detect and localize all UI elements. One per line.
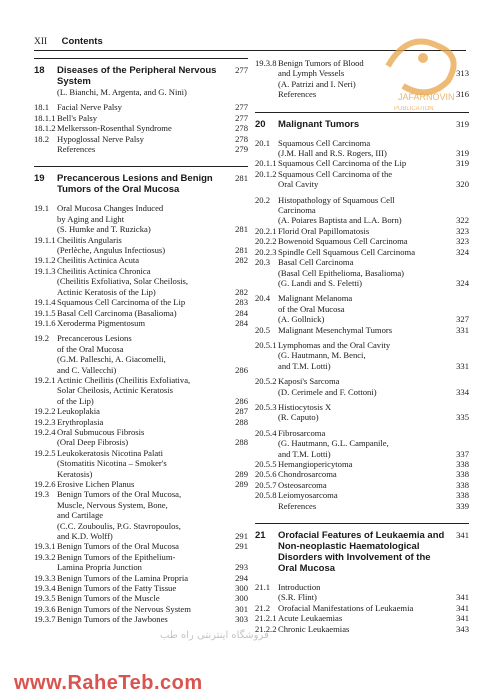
page-ref: 289: [235, 468, 248, 479]
section-number: 19.1.6: [34, 317, 56, 328]
page-ref: 316: [456, 89, 469, 100]
chapter-heading[interactable]: [255, 119, 469, 130]
section-number: 18.1: [34, 102, 50, 113]
logo-text: JAFARNOVIN: [398, 92, 455, 102]
page-ref: 282: [235, 255, 248, 266]
spacer: [255, 130, 469, 138]
entry-line: Leukoplakia: [57, 406, 100, 417]
page-ref: 300: [235, 583, 248, 594]
section-number: 19.3.3: [34, 572, 56, 583]
toc-entry[interactable]: [255, 257, 469, 288]
page-ref: 278: [235, 133, 248, 144]
toc-left-column: [34, 58, 248, 625]
page-ref: 303: [235, 614, 248, 625]
page-ref: 335: [456, 412, 469, 423]
entry-line: Benign Tumors of the Jawbones: [57, 614, 168, 625]
toc-entry[interactable]: [255, 459, 469, 469]
entry-line: Hypoglossal Nerve Palsy: [57, 133, 144, 144]
page-ref: 277: [235, 102, 248, 113]
entry-line: Basal Cell Carcinoma (Basalioma): [57, 307, 177, 318]
section-number: 19.2: [34, 333, 50, 344]
chapter-page: 277: [235, 65, 248, 75]
entry-line: and T.M. Lotti): [278, 448, 331, 459]
chapter-number: 19: [34, 173, 45, 185]
entry-line: Squamous Cell Carcinoma of the Lip: [278, 158, 407, 169]
page-ref: 319: [456, 158, 469, 169]
toc-entry[interactable]: [255, 293, 469, 324]
entry-line: Chondrosarcoma: [278, 469, 337, 480]
entry-line: Facial Nerve Palsy: [57, 102, 122, 113]
entry-line: and K.D. Wolff): [57, 531, 113, 542]
toc-entry[interactable]: [34, 255, 248, 265]
chapter-heading[interactable]: [255, 530, 469, 574]
entry-line: and Lymph Vessels: [278, 68, 345, 79]
chapter-page: 281: [235, 173, 248, 184]
toc-entry[interactable]: [34, 541, 248, 551]
section-number: 20.5.5: [255, 459, 277, 469]
section-number: 21.1: [255, 582, 271, 593]
entry-line: Bowenoid Squamous Cell Carcinoma: [278, 236, 408, 247]
entry-line: Orofacial Manifestations of Leukaemia: [278, 602, 414, 613]
toc-entry[interactable]: [255, 340, 469, 371]
entry-line: Malignant Melanoma: [278, 293, 353, 304]
entry-line: Basal Cell Carcinoma: [278, 257, 354, 268]
section-number: 20.5.4: [255, 427, 277, 438]
section-number: [255, 501, 278, 511]
section-number: 21.2.1: [255, 613, 277, 624]
entry-line: Benign Tumors of the Muscle: [57, 593, 160, 604]
page-ref: 320: [456, 179, 469, 190]
entry-line: Benign Tumors of the Epithelium-: [57, 551, 176, 562]
section-number: 19.3.7: [34, 614, 56, 625]
page-number: XII: [34, 37, 48, 47]
spacer: [255, 511, 469, 523]
section-number: 19.3.5: [34, 593, 56, 604]
entry-line: (G. Hautmann, G.L. Campanile,: [278, 438, 389, 449]
entry-line: (A. Gollnick): [278, 314, 325, 325]
toc-entry[interactable]: [255, 138, 469, 159]
chapter-rule: [255, 112, 469, 113]
page-ref: 288: [235, 437, 248, 448]
section-number: 20.3: [255, 257, 271, 268]
page-ref: 277: [235, 112, 248, 123]
toc-entry[interactable]: [255, 582, 469, 603]
toc-entry[interactable]: [34, 266, 248, 297]
entry-line: Osteosarcoma: [278, 479, 327, 490]
toc-entry[interactable]: [255, 613, 469, 623]
toc-entry[interactable]: [255, 247, 469, 257]
section-number: 19.3.1: [34, 541, 56, 552]
toc-entry[interactable]: [34, 318, 248, 328]
toc-entry[interactable]: [34, 489, 248, 541]
section-number: 18.1.2: [34, 123, 56, 134]
entry-line: Benign Tumors of Blood: [278, 58, 364, 68]
section-number: 19.2.1: [34, 374, 56, 385]
entry-line: Keratosis): [57, 468, 93, 479]
toc-entry[interactable]: [34, 427, 248, 448]
section-number: 20.5.2: [255, 376, 277, 387]
spacer: [255, 574, 469, 582]
toc-entry[interactable]: [255, 402, 469, 423]
entry-line: Benign Tumors of the Nervous System: [57, 603, 191, 614]
entry-line: (Stomatitis Nicotina – Smoker's: [57, 458, 167, 469]
entry-line: Cheilitis Actinica Chronica: [57, 265, 151, 276]
entry-line: Chronic Leukaemias: [278, 623, 350, 634]
entry-line: (C.C. Zouboulis, P.G. Stavropoulos,: [57, 520, 181, 531]
entry-line: Xeroderma Pigmentosum: [57, 317, 146, 328]
toc-entry[interactable]: [255, 490, 469, 500]
page-ref: 337: [456, 448, 469, 459]
toc-entry[interactable]: [255, 236, 469, 246]
section-number: 19.2.5: [34, 447, 56, 458]
chapter-heading[interactable]: [34, 65, 248, 97]
entry-line: Acute Leukaemias: [278, 613, 343, 624]
section-number: 19.3: [34, 489, 50, 500]
toc-entry[interactable]: [34, 134, 248, 144]
entry-line: (A. Patrizi and I. Neri): [278, 78, 356, 89]
toc-entry[interactable]: [255, 428, 469, 459]
chapter-heading[interactable]: [34, 173, 248, 195]
page-ref: 288: [235, 416, 248, 427]
toc-entry[interactable]: [255, 169, 469, 190]
logo-sub: PUBLICATION: [394, 106, 434, 112]
entry-line: (S. Humke and T. Ruzicka): [57, 224, 151, 235]
entry-line: (G. Hautmann, M. Benci,: [278, 350, 366, 361]
entry-line: Benign Tumors of the Oral Mucosa,: [57, 489, 182, 500]
chapter-rule: [255, 523, 469, 524]
entry-line: Muscle, Nervous System, Bone,: [57, 499, 168, 510]
entry-line: (Perlèche, Angulus Infectiosus): [57, 245, 166, 256]
section-number: 20.1: [255, 137, 271, 148]
page-ref: 282: [235, 286, 248, 297]
page-header: [34, 36, 103, 47]
entry-line: Oral Mucosa Changes Induced: [57, 203, 164, 214]
toc-right-column: [255, 58, 469, 634]
page-ref: 293: [235, 562, 248, 573]
section-number: 19.3.6: [34, 603, 56, 614]
section-number: 20.2.2: [255, 236, 277, 247]
toc-entry[interactable]: [34, 235, 248, 256]
chapter-rule: [34, 58, 248, 59]
page-ref: 331: [456, 324, 469, 335]
entry-line: References: [278, 500, 317, 511]
toc-entry[interactable]: [34, 604, 248, 614]
section-number: [255, 79, 278, 89]
entry-line: Erosive Lichen Planus: [57, 479, 135, 489]
entry-line: Lymphomas and the Oral Cavity: [278, 339, 391, 350]
toc-entry[interactable]: [34, 573, 248, 583]
section-number: 19.3.8: [255, 58, 277, 68]
chapter-number: 20: [255, 118, 266, 130]
entry-line: Lamina Propria Junction: [57, 562, 142, 573]
toc-entry[interactable]: [34, 583, 248, 593]
section-number: 18.1.1: [34, 112, 56, 123]
page-ref: 286: [235, 364, 248, 375]
toc-entry[interactable]: [255, 480, 469, 490]
section-number: 20.5.8: [255, 490, 277, 501]
toc-entry[interactable]: [34, 113, 248, 123]
chapter-number: 21: [255, 530, 266, 542]
entry-line: (Basal Cell Epithelioma, Basalioma): [278, 267, 405, 278]
section-number: 21.2: [255, 602, 271, 613]
entry-line: (Oral Deep Fibrosis): [57, 437, 129, 448]
section-number: [255, 89, 278, 99]
toc-entry[interactable]: [255, 603, 469, 613]
section-number: 19.2.4: [34, 426, 56, 437]
toc-entry[interactable]: [34, 479, 248, 489]
entry-line: and Cartilage: [57, 510, 104, 521]
page-ref: 279: [235, 144, 248, 155]
entry-line: of the Lip): [57, 395, 94, 406]
toc-entry[interactable]: [34, 144, 248, 154]
entry-line: Introduction: [278, 582, 321, 593]
watermark-store-fa: فروشگاه اینترنتی راه طب: [160, 630, 269, 641]
section-number: 19.2.3: [34, 416, 56, 427]
chapter-number: 18: [34, 65, 45, 76]
page-ref: 338: [456, 459, 469, 469]
toc-entry[interactable]: [34, 203, 248, 234]
entry-line: and C. Vallecchi): [57, 364, 117, 375]
chapter-title: Orofacial Features of Leukaemia and Non-neoplastic Haematological Disorders with Involvement of the Oral Mucosa: [278, 530, 445, 575]
section-number: 19.1.2: [34, 255, 56, 266]
page-title: Contents: [61, 36, 103, 47]
entry-line: and T.M. Lotti): [278, 360, 331, 371]
chapter-page: 319: [456, 118, 469, 129]
entry-line: Hemangiopericytoma: [278, 459, 353, 469]
entry-line: (J.M. Hall and R.S. Rogers, III): [278, 148, 387, 159]
entry-line: Benign Tumors of the Fatty Tissue: [57, 583, 177, 594]
spacer: [34, 195, 248, 203]
page-ref: 341: [456, 602, 469, 613]
section-number: 19.1: [34, 203, 50, 214]
spacer: [34, 154, 248, 166]
entry-line: Fibrosarcoma: [278, 427, 326, 438]
page-ref: 284: [235, 307, 248, 318]
entry-line: Carcinoma: [278, 205, 316, 216]
entry-line: by Aging and Light: [57, 213, 125, 224]
page-ref: 324: [456, 277, 469, 288]
toc-entry[interactable]: [255, 158, 469, 168]
entry-line: Histiocytosis X: [278, 401, 332, 412]
entry-line: Malignant Mesenchymal Tumors: [278, 324, 393, 335]
toc-entry[interactable]: [255, 469, 469, 479]
entry-line: Histopathology of Squamous Cell: [278, 194, 395, 205]
entry-line: References: [57, 144, 96, 155]
entry-line: (S.R. Flint): [278, 592, 317, 603]
toc-entry[interactable]: [34, 593, 248, 603]
toc-entry[interactable]: [34, 375, 248, 406]
page-ref: 323: [456, 225, 469, 236]
toc-entry[interactable]: [255, 501, 469, 511]
entry-line: (A. Poiares Baptista and L.A. Born): [278, 215, 402, 226]
entry-line: (Cheilitis Exfoliativa, Solar Cheilosis,: [57, 276, 189, 287]
page-ref: 338: [456, 469, 469, 480]
toc-entry[interactable]: [34, 417, 248, 427]
page-ref: 327: [456, 314, 469, 325]
entry-line: Squamous Cell Carcinoma of the Lip: [57, 297, 186, 308]
page-ref: 338: [456, 479, 469, 490]
entry-line: Cheilitis Actinica Acuta: [57, 255, 140, 266]
page-ref: 331: [456, 360, 469, 371]
section-number: 19.1.3: [34, 265, 56, 276]
chapter-rule: [34, 166, 248, 167]
section-number: 20.1.1: [255, 158, 277, 169]
entry-line: Leukokeratosis Nicotina Palati: [57, 447, 163, 458]
entry-line: (G. Landi and S. Feletti): [278, 277, 363, 288]
page-ref: 338: [456, 490, 469, 501]
toc-entry[interactable]: [34, 614, 248, 624]
toc-entry[interactable]: [34, 406, 248, 416]
chapter-title: Precancerous Lesions and Benign Tumors of the Oral Mucosa: [57, 173, 213, 196]
entry-line: (D. Cerimele and F. Cottoni): [278, 386, 377, 397]
toc-entry[interactable]: [34, 297, 248, 307]
entry-line: Oral Submucous Fibrosis: [57, 426, 145, 437]
entry-line: Leiomyosarcoma: [278, 490, 338, 501]
section-number: 19.2.6: [34, 479, 56, 489]
page-ref: 341: [456, 592, 469, 603]
toc-entry[interactable]: [255, 624, 469, 634]
section-number: 20.5.1: [255, 339, 277, 350]
entry-line: Squamous Cell Carcinoma: [278, 137, 371, 148]
page-ref: 334: [456, 386, 469, 397]
section-number: 19.1.5: [34, 307, 56, 318]
section-number: 21.2.2: [255, 623, 277, 634]
page-ref: 322: [456, 215, 469, 226]
entry-line: Benign Tumors of the Lamina Propria: [57, 572, 189, 583]
page-ref: 287: [235, 406, 248, 417]
page-ref: 281: [235, 224, 248, 235]
entry-line: Bell's Palsy: [57, 112, 97, 123]
section-number: 19.1.1: [34, 234, 56, 245]
page-ref: 291: [235, 531, 248, 542]
section-number: 20.2: [255, 194, 271, 205]
page-ref: 324: [456, 246, 469, 257]
page-ref: 343: [456, 623, 469, 634]
page-ref: 294: [235, 572, 248, 583]
entry-line: Squamous Cell Carcinoma of the: [278, 168, 393, 179]
section-number: 19.1.4: [34, 297, 56, 308]
section-number: 20.1.2: [255, 168, 277, 179]
toc-entry[interactable]: [34, 333, 248, 375]
page-ref: 323: [456, 236, 469, 247]
section-number: 20.5: [255, 324, 271, 335]
section-number: 20.2.1: [255, 225, 277, 236]
page-ref: 300: [235, 593, 248, 604]
entry-line: Florid Oral Papillomatosis: [278, 225, 370, 236]
entry-line: Spindle Cell Squamous Cell Carcinoma: [278, 246, 416, 257]
toc-entry[interactable]: [34, 102, 248, 112]
entry-line: Kaposi's Sarcoma: [278, 376, 340, 387]
toc-entry[interactable]: [255, 325, 469, 335]
watermark-site: www.RaheTeb.com: [14, 672, 203, 694]
section-number: [34, 144, 57, 154]
toc-entry[interactable]: [255, 226, 469, 236]
section-number: 20.5.6: [255, 469, 277, 480]
entry-line: Precancerous Lesions: [57, 333, 132, 344]
page-ref: 301: [235, 603, 248, 614]
entry-line: Erythroplasia: [57, 416, 104, 427]
page-ref: 313: [456, 68, 469, 79]
entry-line: Melkersson-Rosenthal Syndrome: [57, 123, 172, 134]
page-ref: 286: [235, 395, 248, 406]
toc-entry[interactable]: [34, 308, 248, 318]
entry-line: Cheilitis Angularis: [57, 234, 122, 245]
page-ref: 283: [235, 297, 248, 308]
section-number: 19.2.2: [34, 406, 56, 417]
chapter-title: Diseases of the Peripheral Nervous System: [57, 65, 217, 87]
toc-entry[interactable]: [255, 195, 469, 226]
page-ref: 341: [456, 613, 469, 624]
entry-line: (G.M. Palleschi, A. Giacomelli,: [57, 354, 166, 365]
section-number: 20.5.3: [255, 401, 277, 412]
chapter-title: Malignant Tumors: [278, 118, 360, 130]
page-ref: 289: [235, 479, 248, 489]
chapter-authors: (L. Bianchi, M. Argenta, and G. Nini): [57, 87, 187, 97]
section-number: 19.3.4: [34, 583, 56, 594]
entry-line: References: [278, 89, 317, 100]
entry-line: Benign Tumors of the Oral Mucosa: [57, 541, 179, 552]
toc-entry[interactable]: [34, 448, 248, 479]
page-ref: 281: [235, 245, 248, 256]
page-ref: 319: [456, 148, 469, 159]
entry-line: of the Oral Mucosa: [278, 303, 345, 314]
page-ref: 291: [235, 541, 248, 552]
entry-line: Oral Cavity: [278, 179, 319, 190]
entry-line: Actinic Cheilitis (Cheilitis Exfoliativa,: [57, 374, 191, 385]
toc-entry[interactable]: [255, 376, 469, 397]
toc-entry[interactable]: [34, 123, 248, 133]
entry-line: Solar Cheilosis, Actinic Keratosis: [57, 385, 174, 396]
section-number: 20.5.7: [255, 479, 277, 490]
page-ref: 339: [456, 500, 469, 511]
section-number: 20.4: [255, 293, 271, 304]
toc-entry[interactable]: [34, 552, 248, 573]
section-number: 19.3.2: [34, 551, 56, 562]
entry-line: (R. Caputo): [278, 412, 319, 423]
section-number: 18.2: [34, 133, 50, 144]
page-ref: 278: [235, 123, 248, 134]
entry-line: of the Oral Mucosa: [57, 343, 124, 354]
entry-line: Actinic Keratosis of the Lip): [57, 286, 156, 297]
publisher-logo-watermark: [368, 26, 478, 112]
chapter-page: 341: [456, 530, 469, 541]
section-number: 20.2.3: [255, 246, 277, 257]
page-ref: 284: [235, 317, 248, 328]
